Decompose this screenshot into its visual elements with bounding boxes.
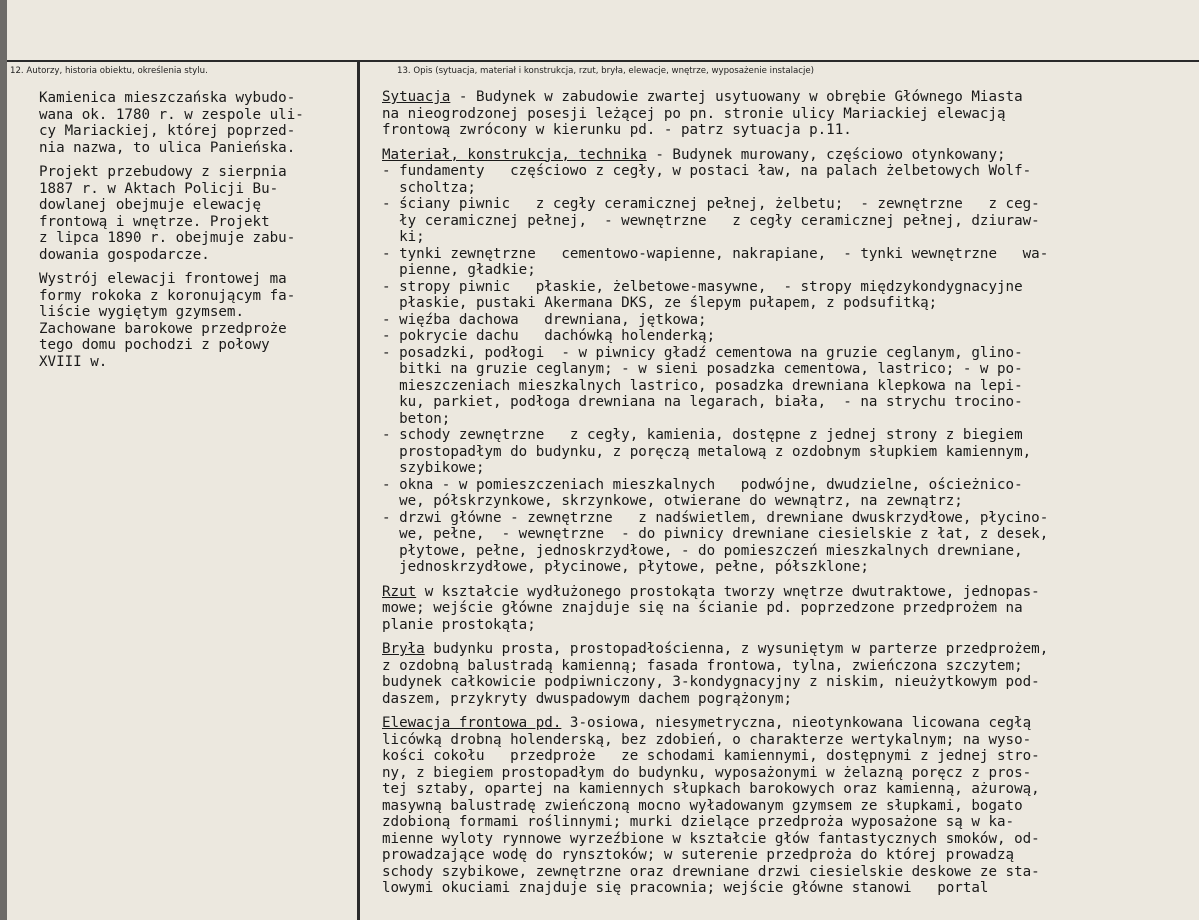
description-line xyxy=(382,510,1194,527)
line-text: mieszczeniach mieszkalnych lastrico, posadzka drewniana klepkowa na lepi- xyxy=(382,377,1023,394)
line-text: zdobioną formami roślinnymi; murki dzielące przedproża wyposażone są w ka- xyxy=(382,814,1015,830)
line-text: 3-osiowa, niesymetryczna, nieotynkowana licowana cegłą xyxy=(561,715,1032,731)
description-line xyxy=(382,312,1194,329)
description-line xyxy=(382,584,1194,601)
description-line xyxy=(382,106,1194,123)
description-line xyxy=(382,715,1194,732)
history-paragraph: Kamienica mieszczańska wybudo- wana ok. 1780 r. w zespole uli- cy Mariackiej, której poprzed- nia nazwa, to ulica Panieńska. xyxy=(39,90,304,156)
line-text: masywną balustradę zwieńczoną mocno wyładowanym gzymsem ze słupkami, bogato xyxy=(382,797,1023,814)
line-text: budynku prosta, prostopadłościenna, z wysuniętym w parterze przedprożem, xyxy=(424,641,1049,657)
description-line xyxy=(382,617,1194,634)
description-line xyxy=(382,180,1194,197)
line-text: ły ceramicznej pełnej, - wewnętrzne z cegły ceramicznej pełnej, dziuraw- xyxy=(382,212,1040,229)
description-block xyxy=(382,641,1194,707)
line-text: daszem, przykryty dwuspadowym dachem pogrążonym; xyxy=(382,690,792,707)
line-text: ny, z biegiem prostopadłym do budynku, wyposażonymi w żelazną poręcz z pros- xyxy=(382,764,1032,781)
description-line xyxy=(382,427,1194,444)
line-text: mienne wyloty rynnowe wyrzeźbione w kształcie głów fantastycznych smoków, od- xyxy=(382,830,1040,847)
line-text: jednoskrzydłowe, płycinowe, płytowe, pełne, półszklone; xyxy=(382,559,869,575)
description-block xyxy=(382,89,1194,139)
line-text: - więźba dachowa drewniana, jętkowa; xyxy=(382,311,707,328)
description-line xyxy=(382,864,1194,881)
description-line xyxy=(382,122,1194,139)
line-text: pienne, gładkie; xyxy=(382,262,536,278)
description-line xyxy=(382,526,1194,543)
description-line xyxy=(382,196,1194,213)
description-line xyxy=(382,229,1194,246)
line-text: we, pełne, - wewnętrzne - do piwnicy drewniane ciesielskie z łat, z desek, xyxy=(382,526,1049,542)
description-line xyxy=(382,691,1194,708)
line-text: planie prostokąta; xyxy=(382,616,536,633)
line-text: ku, parkiet, podłoga drewniana na legarach, biała, - na strychu trocino- xyxy=(382,394,1023,410)
line-text: budynek całkowicie podpiwniczony, 3-kondygnacyjny z niskim, nieużytkowym pod- xyxy=(382,674,1040,690)
line-text: scholtza; xyxy=(382,179,476,196)
line-text: szybikowe; xyxy=(382,460,485,476)
history-paragraph: Projekt przebudowy z sierpnia 1887 r. w Aktach Policji Bu- dowlanej obejmuje elewację frontową i wnętrze. Projekt z lipca 1890 r. obejmuje zabu- dowania gospodarcze. xyxy=(39,164,296,263)
line-text: płaskie, pustaki Akermana DKS, ze ślepym pułapem, z podsufitką; xyxy=(382,295,938,311)
description-line xyxy=(382,378,1194,395)
description-line xyxy=(382,798,1194,815)
history-paragraph: Wystrój elewacji frontowej ma formy rokoka z koronującym fa- liście wygiętym gzymsem. Zachowane barokowe przedproże tego domu pochodzi z połowy XVIII w. xyxy=(39,271,296,370)
description-line xyxy=(382,411,1194,428)
line-text: schody szybikowe, zewnętrzne oraz drewniane drzwi ciesielskie deskowe ze sta- xyxy=(382,863,1040,880)
line-text: frontową zwrócony w kierunku pd. - patrz sytuacja p.11. xyxy=(382,122,852,138)
description-line xyxy=(382,831,1194,848)
description-line xyxy=(382,328,1194,345)
line-text: - Budynek w zabudowie zwartej usytuowany w obrębie Głównego Miasta xyxy=(450,89,1023,105)
line-text: kości cokołu przedproże ze schodami kamiennymi, dostępnymi z jednej stro- xyxy=(382,748,1040,764)
line-text: - schody zewnętrzne z cegły, kamienia, dostępne z jednej strony z biegiem xyxy=(382,427,1023,443)
line-text: płytowe, pełne, jednoskrzydłowe, - do pomieszczeń mieszkalnych drewniane, xyxy=(382,542,1023,559)
line-text: w kształcie wydłużonego prostokąta tworzy wnętrze dwutraktowe, jednopas- xyxy=(416,583,1040,600)
line-text: - okna - w pomieszczeniach mieszkalnych podwójne, dwudzielne, ościeżnico- xyxy=(382,476,1023,493)
description-line xyxy=(382,246,1194,263)
line-text: mowe; wejście główne znajduje się na ścianie pd. poprzedzone przedprożem na xyxy=(382,600,1023,616)
description-line xyxy=(382,345,1194,362)
section-heading: Sytuacja xyxy=(382,89,451,105)
description-line xyxy=(382,559,1194,576)
description-line xyxy=(382,543,1194,560)
line-text: lowymi okuciami znajduje się pracownia; wejście główne stanowi portal xyxy=(382,880,989,896)
line-text: licówką drobną holenderską, bez zdobień, o charakterze wertykalnym; na wyso- xyxy=(382,731,1032,748)
description-line xyxy=(382,477,1194,494)
line-text: - tynki zewnętrzne cementowo-wapienne, nakrapiane, - tynki wewnętrzne wa- xyxy=(382,245,1049,262)
column-divider xyxy=(357,62,360,920)
section-heading: Bryła xyxy=(382,641,425,657)
line-text: beton; xyxy=(382,410,451,427)
description-line xyxy=(382,213,1194,230)
description-line xyxy=(382,748,1194,765)
section-13-header: 13. Opis (sytuacja, materiał i konstrukcja, rzut, bryła, elewacje, wnętrze, wyposażenie instalacje) xyxy=(397,66,815,76)
line-text: - stropy piwnic płaskie, żelbetowe-masywne, - stropy międzykondygnacyjne xyxy=(382,278,1023,295)
section-heading: Elewacja frontowa pd. xyxy=(382,715,562,731)
section-heading: Rzut xyxy=(382,583,417,600)
line-text: bitki na gruzie ceglanym; - w sieni posadzka cementowa, lastrico; - w po- xyxy=(382,361,1023,377)
line-text: - posadzki, podłogi - w piwnicy gładź cementowa na gruzie ceglanym, glino- xyxy=(382,344,1023,361)
description-line xyxy=(382,781,1194,798)
description-line xyxy=(382,658,1194,675)
description-line xyxy=(382,814,1194,831)
description-line xyxy=(382,880,1194,897)
description-line xyxy=(382,600,1194,617)
line-text: tej sztaby, opartej na kamiennych słupkach barokowych oraz kamienną, ażurową, xyxy=(382,781,1040,797)
line-text: prowadzające wodę do rynsztoków; w suterenie przedproża do której prowadzą xyxy=(382,847,1015,863)
description-line xyxy=(382,674,1194,691)
line-text: - ściany piwnic z cegły ceramicznej pełnej, żelbetu; - zewnętrzne z ceg- xyxy=(382,196,1040,212)
description-line xyxy=(382,847,1194,864)
description-block xyxy=(382,147,1194,576)
description-block xyxy=(382,584,1194,634)
description-line xyxy=(382,765,1194,782)
line-text: we, półskrzynkowe, skrzynkowe, otwierane do wewnątrz, na zewnątrz; xyxy=(382,493,963,509)
description-line xyxy=(382,262,1194,279)
description-line xyxy=(382,641,1194,658)
header-rule xyxy=(7,60,1199,62)
section-heading: Materiał, konstrukcja, technika xyxy=(382,146,647,163)
section-12-header: 12. Autorzy, historia obiektu, określenia stylu. xyxy=(10,66,208,76)
description-line xyxy=(382,279,1194,296)
description-line xyxy=(382,163,1194,180)
history-column xyxy=(39,90,354,378)
description-line xyxy=(382,493,1194,510)
description-line xyxy=(382,460,1194,477)
description-line xyxy=(382,732,1194,749)
line-text: z ozdobną balustradą kamienną; fasada frontowa, tylna, zwieńczona szczytem; xyxy=(382,657,1023,674)
line-text: - pokrycie dachu dachówką holenderką; xyxy=(382,328,716,344)
description-line xyxy=(382,89,1194,106)
description-line xyxy=(382,295,1194,312)
description-block xyxy=(382,715,1194,897)
description-line xyxy=(382,147,1194,164)
description-line xyxy=(382,444,1194,461)
line-text: prostopadłym do budynku, z poręczą metalową z ozdobnym słupkiem kamiennym, xyxy=(382,443,1032,460)
line-text: - drzwi główne - zewnętrzne z nadświetlem, drewniane dwuskrzydłowe, płycino- xyxy=(382,509,1049,526)
line-text: na nieogrodzonej posesji leżącej po pn. stronie ulicy Mariackiej elewacją xyxy=(382,105,1006,122)
line-text: - Budynek murowany, częściowo otynkowany; xyxy=(646,146,1006,163)
line-text: ki; xyxy=(382,229,425,245)
description-line xyxy=(382,361,1194,378)
description-line xyxy=(382,394,1194,411)
description-column xyxy=(382,89,1194,905)
document-sheet xyxy=(7,0,1199,920)
line-text: - fundamenty częściowo z cegły, w postaci ław, na palach żelbetowych Wolf- xyxy=(382,163,1032,179)
